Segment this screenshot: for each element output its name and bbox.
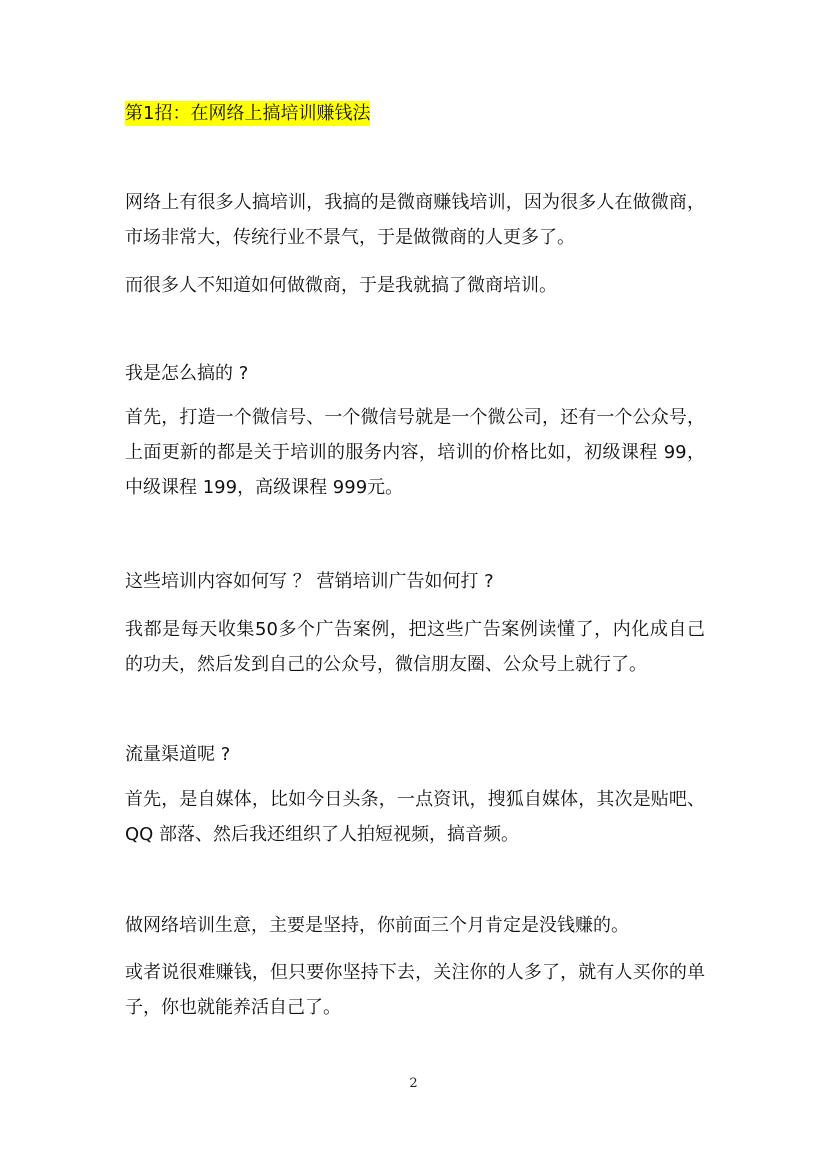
paragraph-persistence: 做网络培训生意，主要是坚持，你前面三个月肯定是没钱赚的。: [125, 915, 629, 936]
heading-highlight: 第1招：在网络上搞培训赚钱法: [125, 103, 371, 124]
page-number: 2: [409, 1076, 418, 1091]
question-traffic: 流量渠道呢 ?: [125, 744, 231, 765]
question-content: 这些培训内容如何写 ？ 营销培训广告如何打 ?: [125, 571, 494, 592]
paragraph-method: 首先，打造一个微信号、一个微信号就是一个微公司，还有一个公众号，上面更新的都是关于培训的服务内容，培训的价格比如，初级课程 99，中级课程 199，高级课程 999元。: [125, 407, 705, 498]
paragraph-traffic: 首先，是自媒体，比如今日头条，一点资讯，搜狐自媒体，其次是贴吧、QQ 部落、然后我还组织了人拍短视频，搞音频。: [125, 789, 705, 845]
paragraph-intro: 网络上有很多人搞培训，我搞的是微商赚钱培训，因为很多人在做微商，市场非常大，传统行业不景气，于是做微商的人更多了。: [125, 192, 705, 248]
paragraph-cases: 我都是每天收集50多个广告案例，把这些广告案例读懂了，内化成自己的功夫，然后发到自己的公众号，微信朋友圈、公众号上就行了。: [125, 619, 705, 675]
paragraph-conclusion: 或者说很难赚钱，但只要你坚持下去，关注你的人多了，就有人买你的单子，你也就能养活自己了。: [125, 962, 705, 1018]
section-heading: [125, 100, 370, 128]
question-how: 我是怎么搞的 ?: [125, 363, 249, 384]
paragraph-reason: 而很多人不知道如何做微商，于是我就搞了微商培训。: [125, 275, 557, 296]
